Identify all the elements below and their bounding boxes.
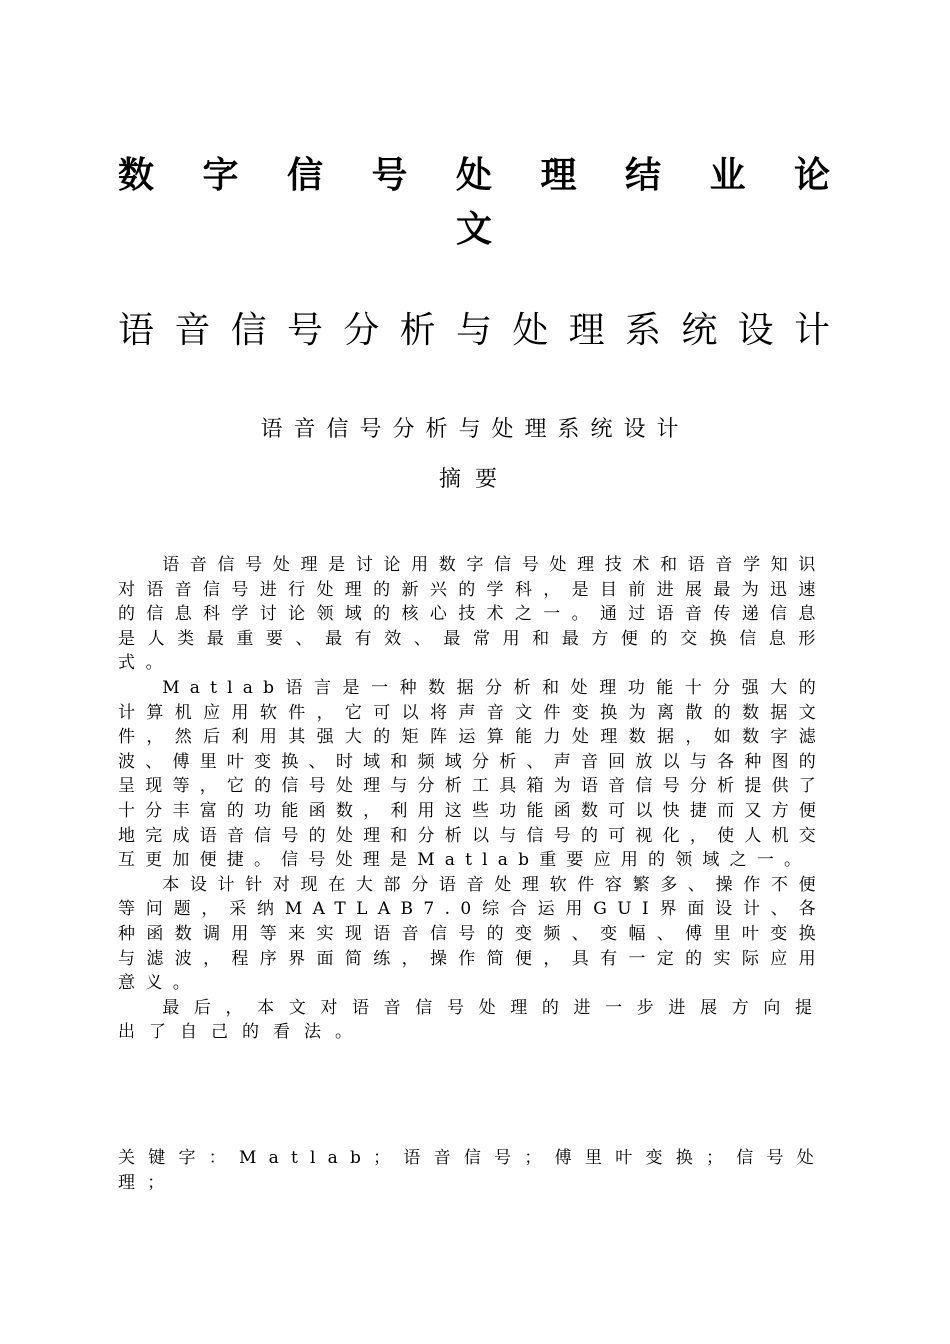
subtitle: 语音信号分析与处理系统设计: [118, 310, 830, 351]
abstract-paragraph: 最后，本文对语音信号处理的进一步进展方向提出了自己的看法。: [118, 997, 826, 1043]
main-title: 数字信号处理结业论: [118, 155, 830, 196]
abstract-body: [118, 553, 826, 1045]
main-title-continuation: 文: [455, 209, 492, 250]
section-title: 语音信号分析与处理系统设计: [260, 417, 690, 442]
abstract-paragraph: 语音信号处理是讨论用数字信号处理技术和语音学知识对语音信号进行处理的新兴的学科，是目前进展最为迅速的信息科学讨论领域的核心技术之一。通过语音传递信息是人类最重要、最有效、最常用和最方便的交换信息形式。: [118, 555, 826, 674]
abstract-paragraph: Matlab语言是一种数据分析和处理功能十分强大的计算机应用软件，它可以将声音文件变换为离散的数据文件，然后利用其强大的矩阵运算能力处理数据，如数字滤波、傅里叶变换、时域和频域分析、声音回放以与各种图的呈现等，它的信号处理与分析工具箱为语音信号分析提供了十分丰富的功能函数，利用这些功能函数可以快捷而又方便地完成语音信号的处理和分析以与信号的可视化，使人机交互更加便捷。信号处理是Matlab重要应用的领域之一。: [118, 677, 826, 871]
abstract-heading: 摘要: [438, 467, 511, 492]
keywords-line: 关键字：Matlab；语音信号；傅里叶变换；信号处理；: [118, 1148, 826, 1193]
abstract-paragraph: 本设计针对现在大部分语音处理软件容繁多、操作不便等问题，采纳MATLAB7.0综合运用GUI界面设计、各种函数调用等来实现语音信号的变频、变幅、傅里叶变换与滤波，程序界面简练，操作简便，具有一定的实际应用意义。: [118, 874, 826, 994]
